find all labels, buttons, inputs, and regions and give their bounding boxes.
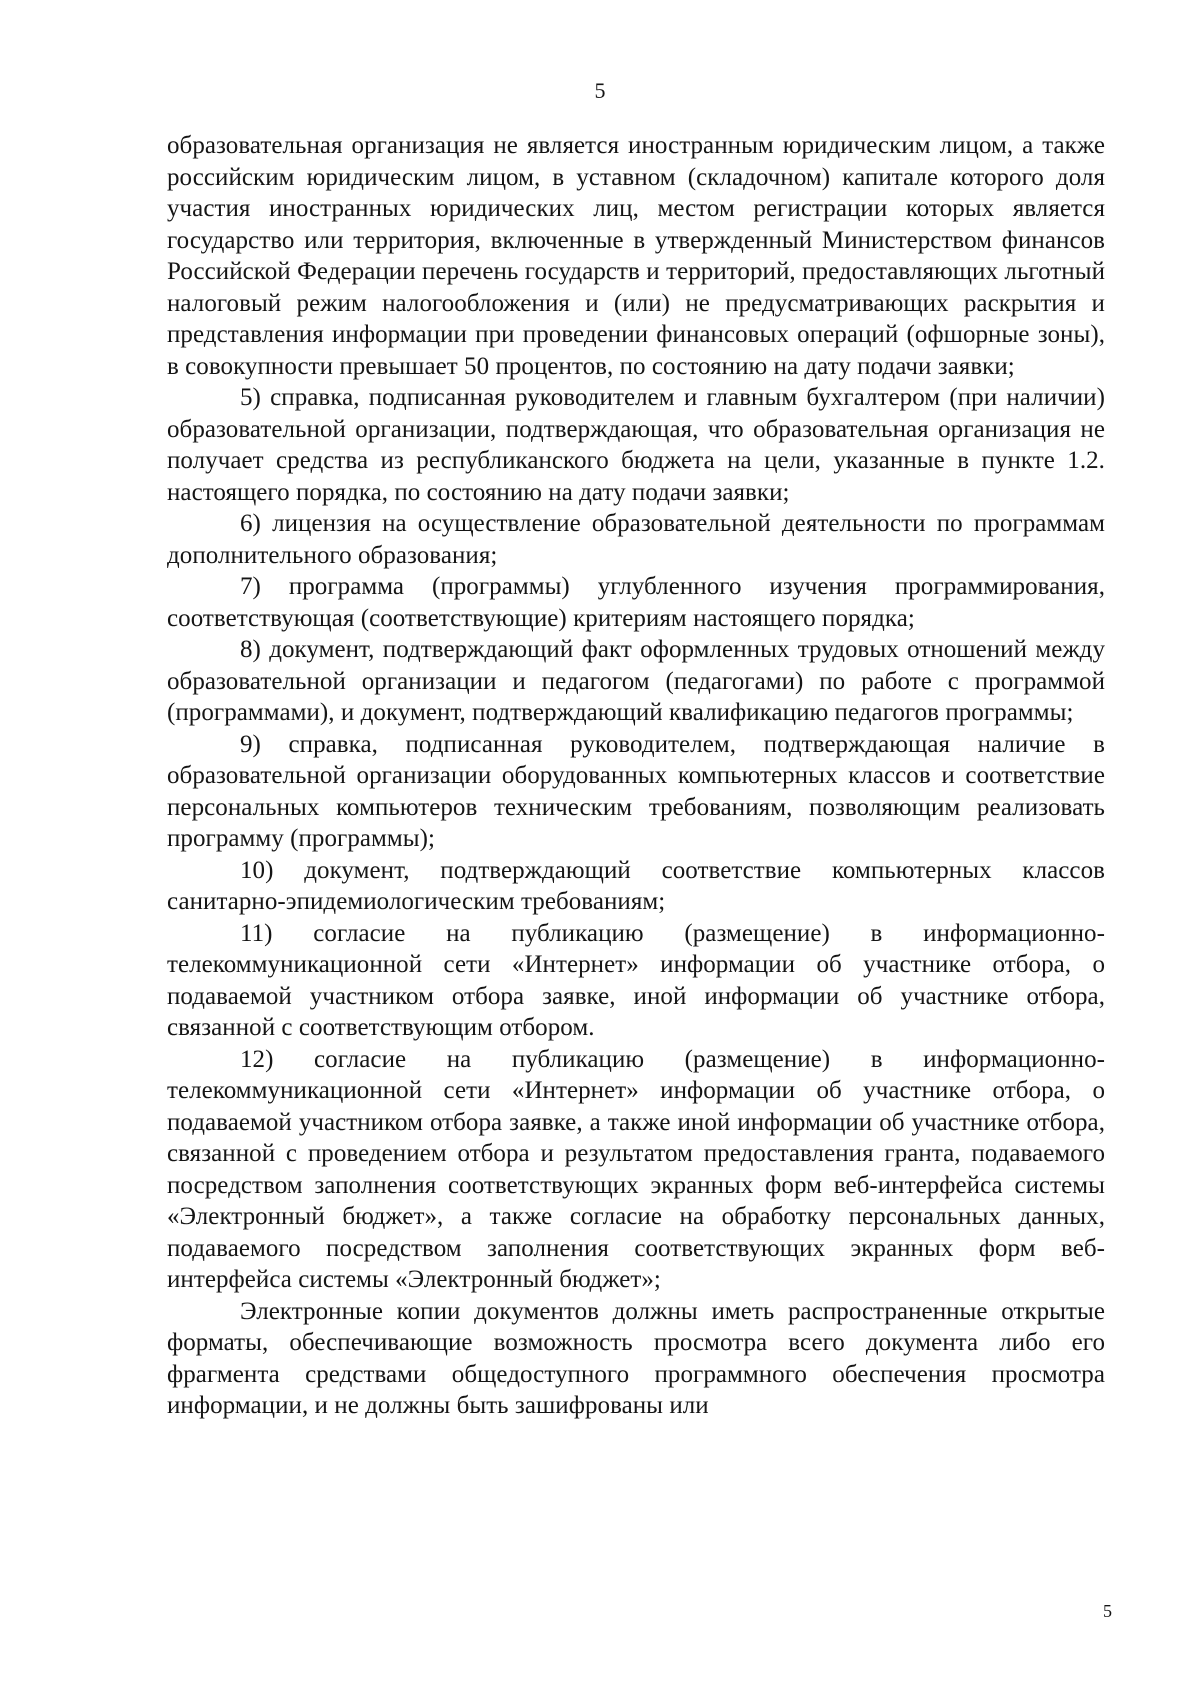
closing-paragraph: Электронные копии документов должны иметь распространенные открытые форматы, обеспечивающие возможность просмотра всего документа либо его фрагмента средствами общедоступного программного обеспечения просмотра информации, и не должны быть зашифрованы или [167,1297,1105,1419]
list-item-8: 8) документ, подтверждающий факт оформленных трудовых отношений между образовательной организации и педагогом (педагогами) по работе с программой (программами), и документ, подтверждающий квалификацию педагогов программы; [167,636,1105,726]
list-item-11: 11) согласие на публикацию (размещение) в информационно-телекоммуникационной сети «Интернет» информации об участнике отбора, о подаваемой участником отбора заявке, иной информации об участнике отбора, связанной с соответствующим отбором. [167,919,1105,1041]
list-item-10: 10) документ, подтверждающий соответствие компьютерных классов санитарно-эпидемиологическим требованиям; [167,856,1105,915]
page-number-top: 5 [594,78,606,103]
paragraph-continuation: образовательная организация не является иностранным юридическим лицом, а также российским юридическим лицом, в уставном (складочном) капитале которого доля участия иностранных юридических лиц, местом регистрации которых является государство или территория, включенные в утвержденный Министерством финансов Российской Федерации перечень государств и территорий, предоставляющих льготный налоговый режим налогообложения и (или) не предусматривающих раскрытия и представления информации при проведении финансовых операций (офшорные зоны), в совокупности превышает 50 процентов, по состоянию на дату подачи заявки; [167,132,1105,380]
document-body [167,130,1105,1422]
list-item-5: 5) справка, подписанная руководителем и главным бухгалтером (при наличии) образовательной организации, подтверждающая, что образовательная организация не получает средства из республиканского бюджета на цели, указанные в пункте 1.2. настоящего порядка, по состоянию на дату подачи заявки; [167,384,1105,506]
list-item-9: 9) справка, подписанная руководителем, подтверждающая наличие в образовательной организации оборудованных компьютерных классов и соответствие персональных компьютеров техническим требованиям, позволяющим реализовать программу (программы); [167,730,1105,852]
list-item-6: 6) лицензия на осуществление образовательной деятельности по программам дополнительного образования; [167,510,1105,569]
list-item-7: 7) программа (программы) углубленного изучения программирования, соответствующая (соответствующие) критериям настоящего порядка; [167,573,1105,632]
list-item-12: 12) согласие на публикацию (размещение) в информационно-телекоммуникационной сети «Интернет» информации об участнике отбора, о подаваемой участником отбора заявке, а также иной информации об участнике отбора, связанной с проведением отбора и результатом предоставления гранта, подаваемого посредством заполнения соответствующих экранных форм веб-интерфейса системы «Электронный бюджет», а также согласие на обработку персональных данных, подаваемого посредством заполнения соответствующих экранных форм веб-интерфейса системы «Электронный бюджет»; [167,1045,1105,1293]
page-number-bottom: 5 [1103,1601,1112,1621]
